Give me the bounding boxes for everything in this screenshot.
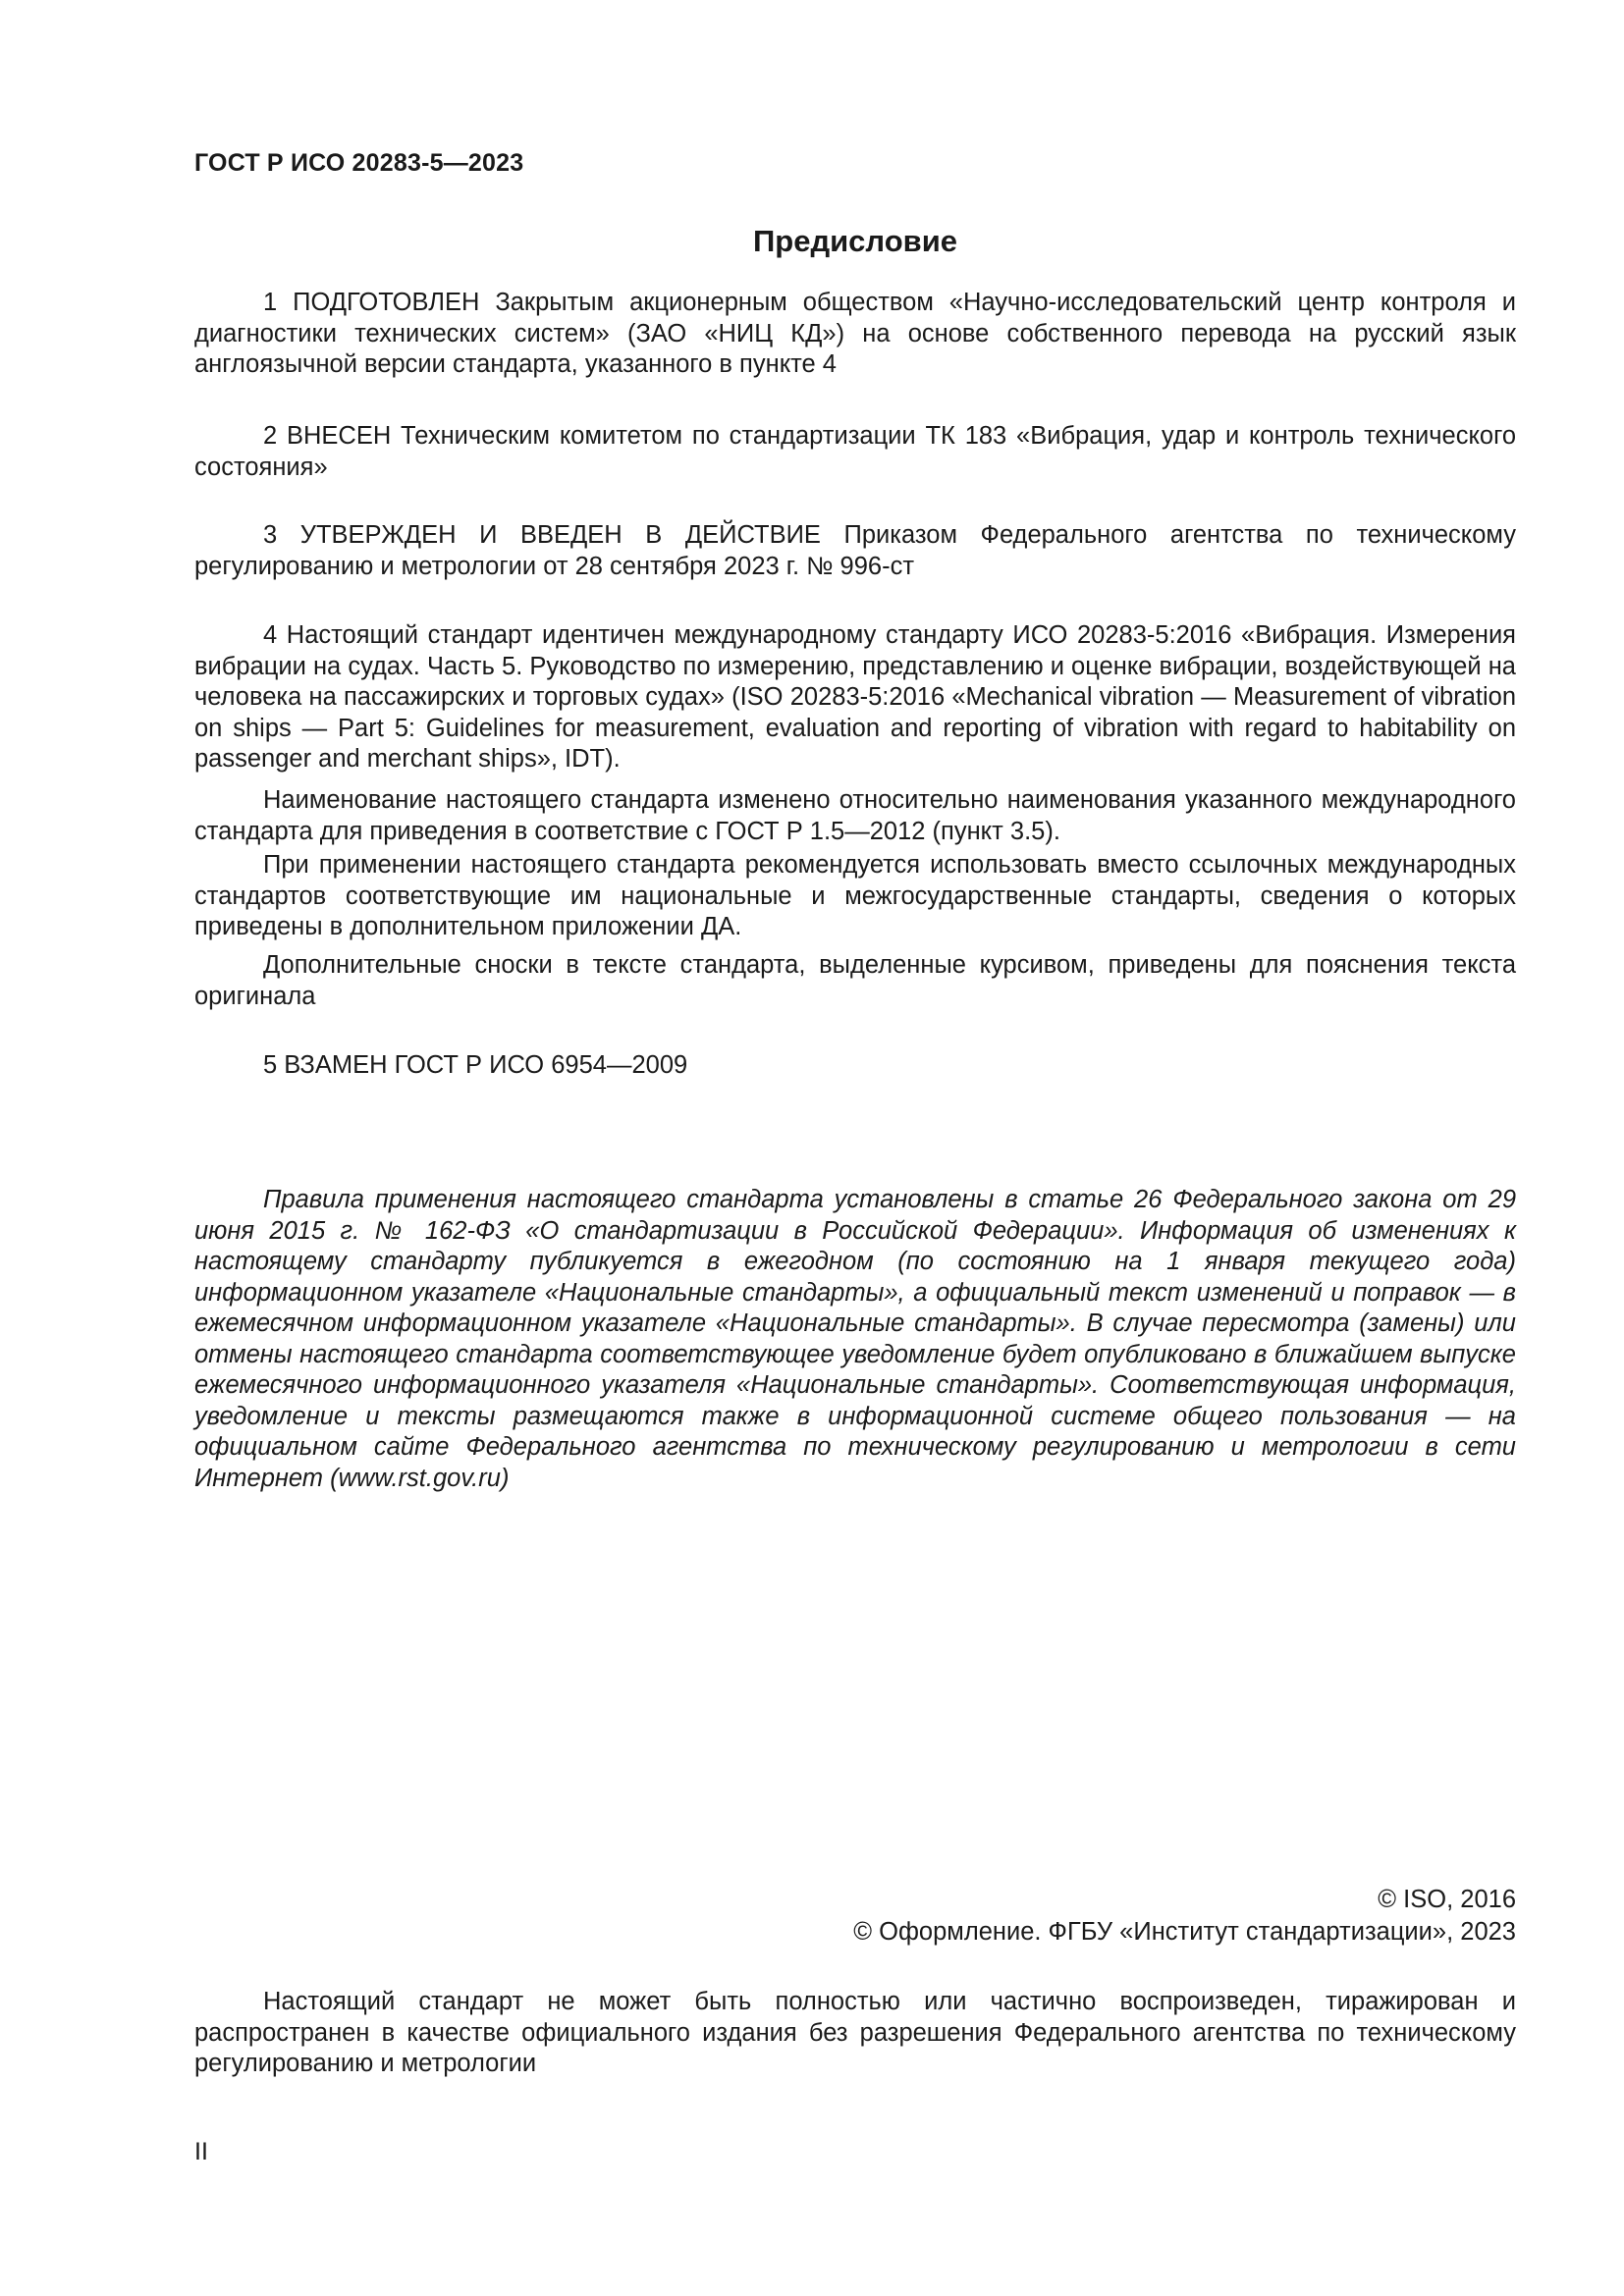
reproduction-notice: Настоящий стандарт не может быть полностью или частично воспроизведен, тиражирован и распространен в качестве официального издания без разрешения Федерального агентства по техническому регулированию и метрологии bbox=[194, 1988, 1516, 2077]
item-1-prepared: 1 ПОДГОТОВЛЕН Закрытым акционерным обществом «Научно-исследовательский центр контроля и диагностики технических систем» (ЗАО «НИЦ КД») на основе собственного перевода на русский язык англоязычной версии стандарта, указанного в пункте 4 bbox=[194, 289, 1516, 378]
item-4-identical: 4 Настоящий стандарт идентичен международному стандарту ИСО 20283-5:2016 «Вибрация. Измерения вибрации на судах. Часть 5. Руководство по измерению, представлению и оценке вибрации, воздействующей на человека на пассажирских и торговых судах» (ISO 20283-5:2016 «Mechanical vibration — Measurement of vibration on ships — Part 5: Guidelines for measurement, evaluation and reporting of vibration with regard to habitability on passenger and merchant ships», IDT). bbox=[194, 621, 1516, 773]
page-number: II bbox=[194, 2138, 208, 2165]
section-title: Предисловие bbox=[752, 224, 957, 258]
rules-notice: Правила применения настоящего стандарта установлены в статье 26 Федерального закона от 29 июня 2015 г. № 162-ФЗ «О стандартизации в Российской Федерации». Информация об изменениях к настоящему стандарту публикуется в ежегодном (по состоянию на 1 января текущего года) информационном указателе «Национальные стандарты», а официальный текст изменений и поправок — в ежемесячном информационном указателе «Национальные стандарты». В случае пересмотра (замены) или отмены настоящего стандарта соответствующее уведомление будет опубликовано в ближайшем выпуске ежемесячного информационного указателя «Национальные стандарты». Соответствующая информация, уведомление и тексты размещаются также в информационной системе общего пользования — на официальном сайте Федерального агентства по техническому регулированию и метрологии в сети Интернет (www.rst.gov.ru) bbox=[194, 1186, 1516, 1492]
item-4-references: При применении настоящего стандарта рекомендуется использовать вместо ссылочных международных стандартов соответствующие им национальные и межгосударственные стандарты, сведения о которых приведены в дополнительном приложении ДА. bbox=[194, 851, 1516, 940]
copyright-design: © Оформление. ФГБУ «Институт стандартизации», 2023 bbox=[853, 1918, 1516, 1946]
item-5-replaces: 5 ВЗАМЕН ГОСТ Р ИСО 6954—2009 bbox=[263, 1051, 688, 1079]
item-4-footnotes: Дополнительные сноски в тексте стандарта, выделенные курсивом, приведены для пояснения текста оригинала bbox=[194, 951, 1516, 1010]
copyright-iso: © ISO, 2016 bbox=[1378, 1886, 1516, 1913]
item-3-approved: 3 УТВЕРЖДЕН И ВВЕДЕН В ДЕЙСТВИЕ Приказом Федерального агентства по техническому регулированию и метрологии от 28 сентября 2023 г. № 996-ст bbox=[194, 521, 1516, 580]
item-4-name-change: Наименование настоящего стандарта изменено относительно наименования указанного международного стандарта для приведения в соответствие с ГОСТ Р 1.5—2012 (пункт 3.5). bbox=[194, 786, 1516, 845]
item-2-introduced: 2 ВНЕСЕН Техническим комитетом по стандартизации ТК 183 «Вибрация, удар и контроль технического состояния» bbox=[194, 422, 1516, 481]
document-code: ГОСТ Р ИСО 20283-5—2023 bbox=[194, 149, 524, 177]
